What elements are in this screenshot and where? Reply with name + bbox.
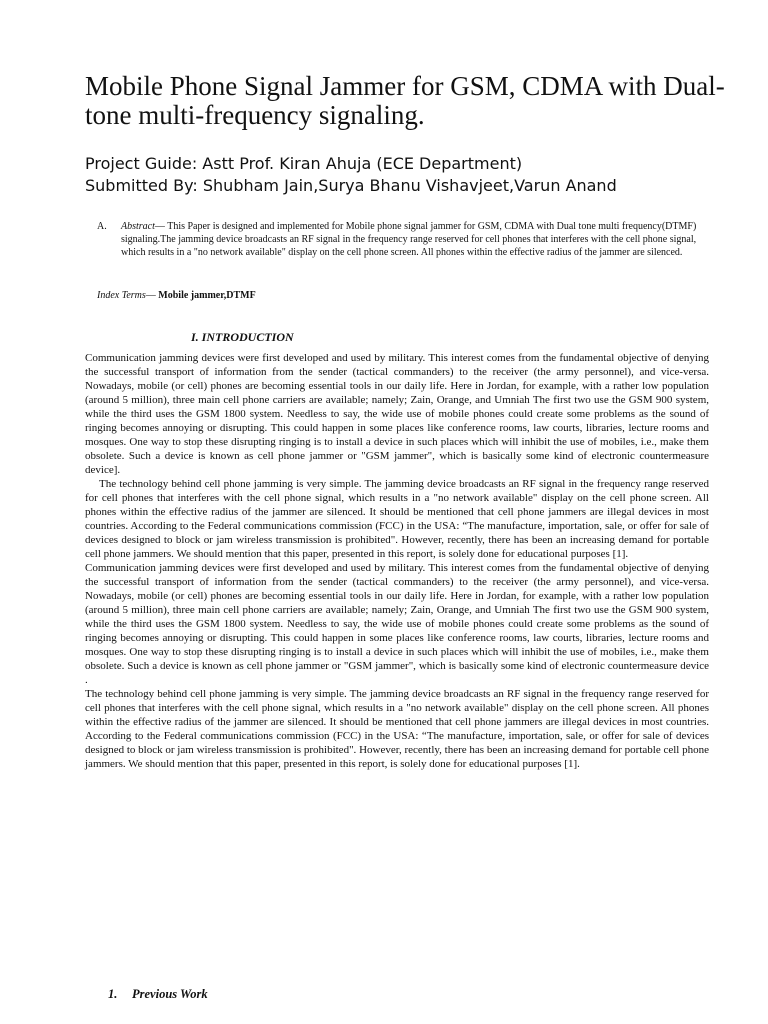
paragraph: The technology behind cell phone jamming is very simple. The jamming device broadcasts an RF signal in the frequency range reserved for cell phones that interferes with the cell phone signal, which results in a "no network available" display on the cell phone screen. All phones within the effective radius of the jammer are silenced. It should be mentioned that cell phone jammers are illegal devices in most countries. According to the Federal communications commission (FCC) in the USA: “The manufacture, importation, sale, or offer for sale of devices designed to block or jam wireless transmission is prohibited". However, recently, there has been an increasing demand for portable cell phone jammers. We should mention that this paper, presented in this report, is solely done for educational purposes [1].	[85, 478, 709, 560]
index-terms-value: Mobile jammer,DTMF	[158, 290, 256, 301]
paragraph: Communication jamming devices were first developed and used by military. This interest comes from the fundamental objective of denying the successful transport of information from the sender (tactical commanders) to the receiver (the army personnel), and vice-versa. Nowadays, mobile (or cell) phones are becoming essential tools in our daily life. Here in Jordan, for example, with a rather low population (around 5 million), three main cell phone carriers are available; namely; Zain, Orange, and Umniah The first two use the GSM 900 system, while the third uses the GSM 1800 system. Needless to say, the wide use of mobile phones could create some problems as the sound of ringing becomes annoying or disrupting. This could happen in some places like conference rooms, law courts, libraries, lecture rooms and mosques. One way to stop these disrupting ringing is to install a device in such places which will inhibit the use of mobiles, i.e., make them obsolete. Such a device is known as cell phone jammer or "GSM jammer", which is basically some kind of electronic countermeasure device .	[85, 562, 709, 686]
index-terms-label: Index Terms	[97, 290, 146, 301]
abstract-dash: —	[154, 221, 168, 232]
index-terms	[97, 289, 697, 302]
paragraph: Communication jamming devices were first developed and used by military. This interest comes from the fundamental objective of denying the successful transport of information from the sender (tactical commanders) to the receiver (the army personnel), and vice-versa. Nowadays, mobile (or cell) phones are becoming essential tools in our daily life. Here in Jordan, for example, with a rather low population (around 5 million), three main cell phone carriers are available; namely; Zain, Orange, and Umniah The first two use the GSM 900 system, while the third uses the GSM 1800 system. Needless to say, the wide use of mobile phones could create some problems as the sound of ringing becomes annoying or disrupting. This could happen in some places like conference rooms, law courts, libraries, lecture rooms and mosques. One way to stop these disrupting ringing is to install a device in such places which will inhibit the use of mobiles, i.e., make them obsolete. Such a device is known as cell phone jammer or "GSM jammer", which is basically some kind of electronic countermeasure device].	[85, 352, 709, 476]
author-block	[85, 153, 755, 197]
abstract-text: This Paper is designed and implemented for Mobile phone signal jammer for GSM, CDMA with Dual tone multi frequency(DTMF) signaling.The jamming device broadcasts an RF signal in the frequency range reserved for cell phones that interferes with the cell phone signal, which results in a "no network available" display on the cell phone screen. All phones within the effective radius of the jammer are silenced.	[121, 221, 697, 258]
subsection-title: Previous Work	[132, 987, 208, 1001]
abstract-label: Abstract	[121, 221, 155, 232]
subsection-heading-previous-work	[108, 987, 208, 1002]
abstract	[97, 220, 709, 259]
subsection-number: 1.	[108, 987, 118, 1001]
project-guide-line: Project Guide: Astt Prof. Kiran Ahuja (ECE Department)	[85, 154, 523, 173]
abstract-marker: A.	[97, 221, 107, 232]
section-heading-introduction: I. INTRODUCTION	[191, 330, 294, 344]
abstract-body	[121, 220, 709, 259]
submitted-by-line: Submitted By: Shubham Jain,Surya Bhanu Vishavjeet,Varun Anand	[85, 176, 617, 195]
paper-title: Mobile Phone Signal Jammer for GSM, CDMA with Dual-tone multi-frequency signaling.	[85, 71, 725, 130]
paragraph: The technology behind cell phone jamming is very simple. The jamming device broadcasts an RF signal in the frequency range reserved for cell phones that interferes with the cell phone signal, which results in a "no network available" display on the cell phone screen. All phones within the effective radius of the jammer are silenced. It should be mentioned that cell phone jammers are illegal devices in most countries. According to the Federal communications commission (FCC) in the USA: “The manufacture, importation, sale, or offer for sale of devices designed to block or jam wireless transmission is prohibited". However, recently, there has been an increasing demand for portable cell phone jammers. We should mention that this paper, presented in this report, is solely done for educational purposes [1].	[85, 688, 709, 770]
index-terms-dash: —	[145, 290, 159, 301]
introduction-body	[85, 351, 709, 771]
